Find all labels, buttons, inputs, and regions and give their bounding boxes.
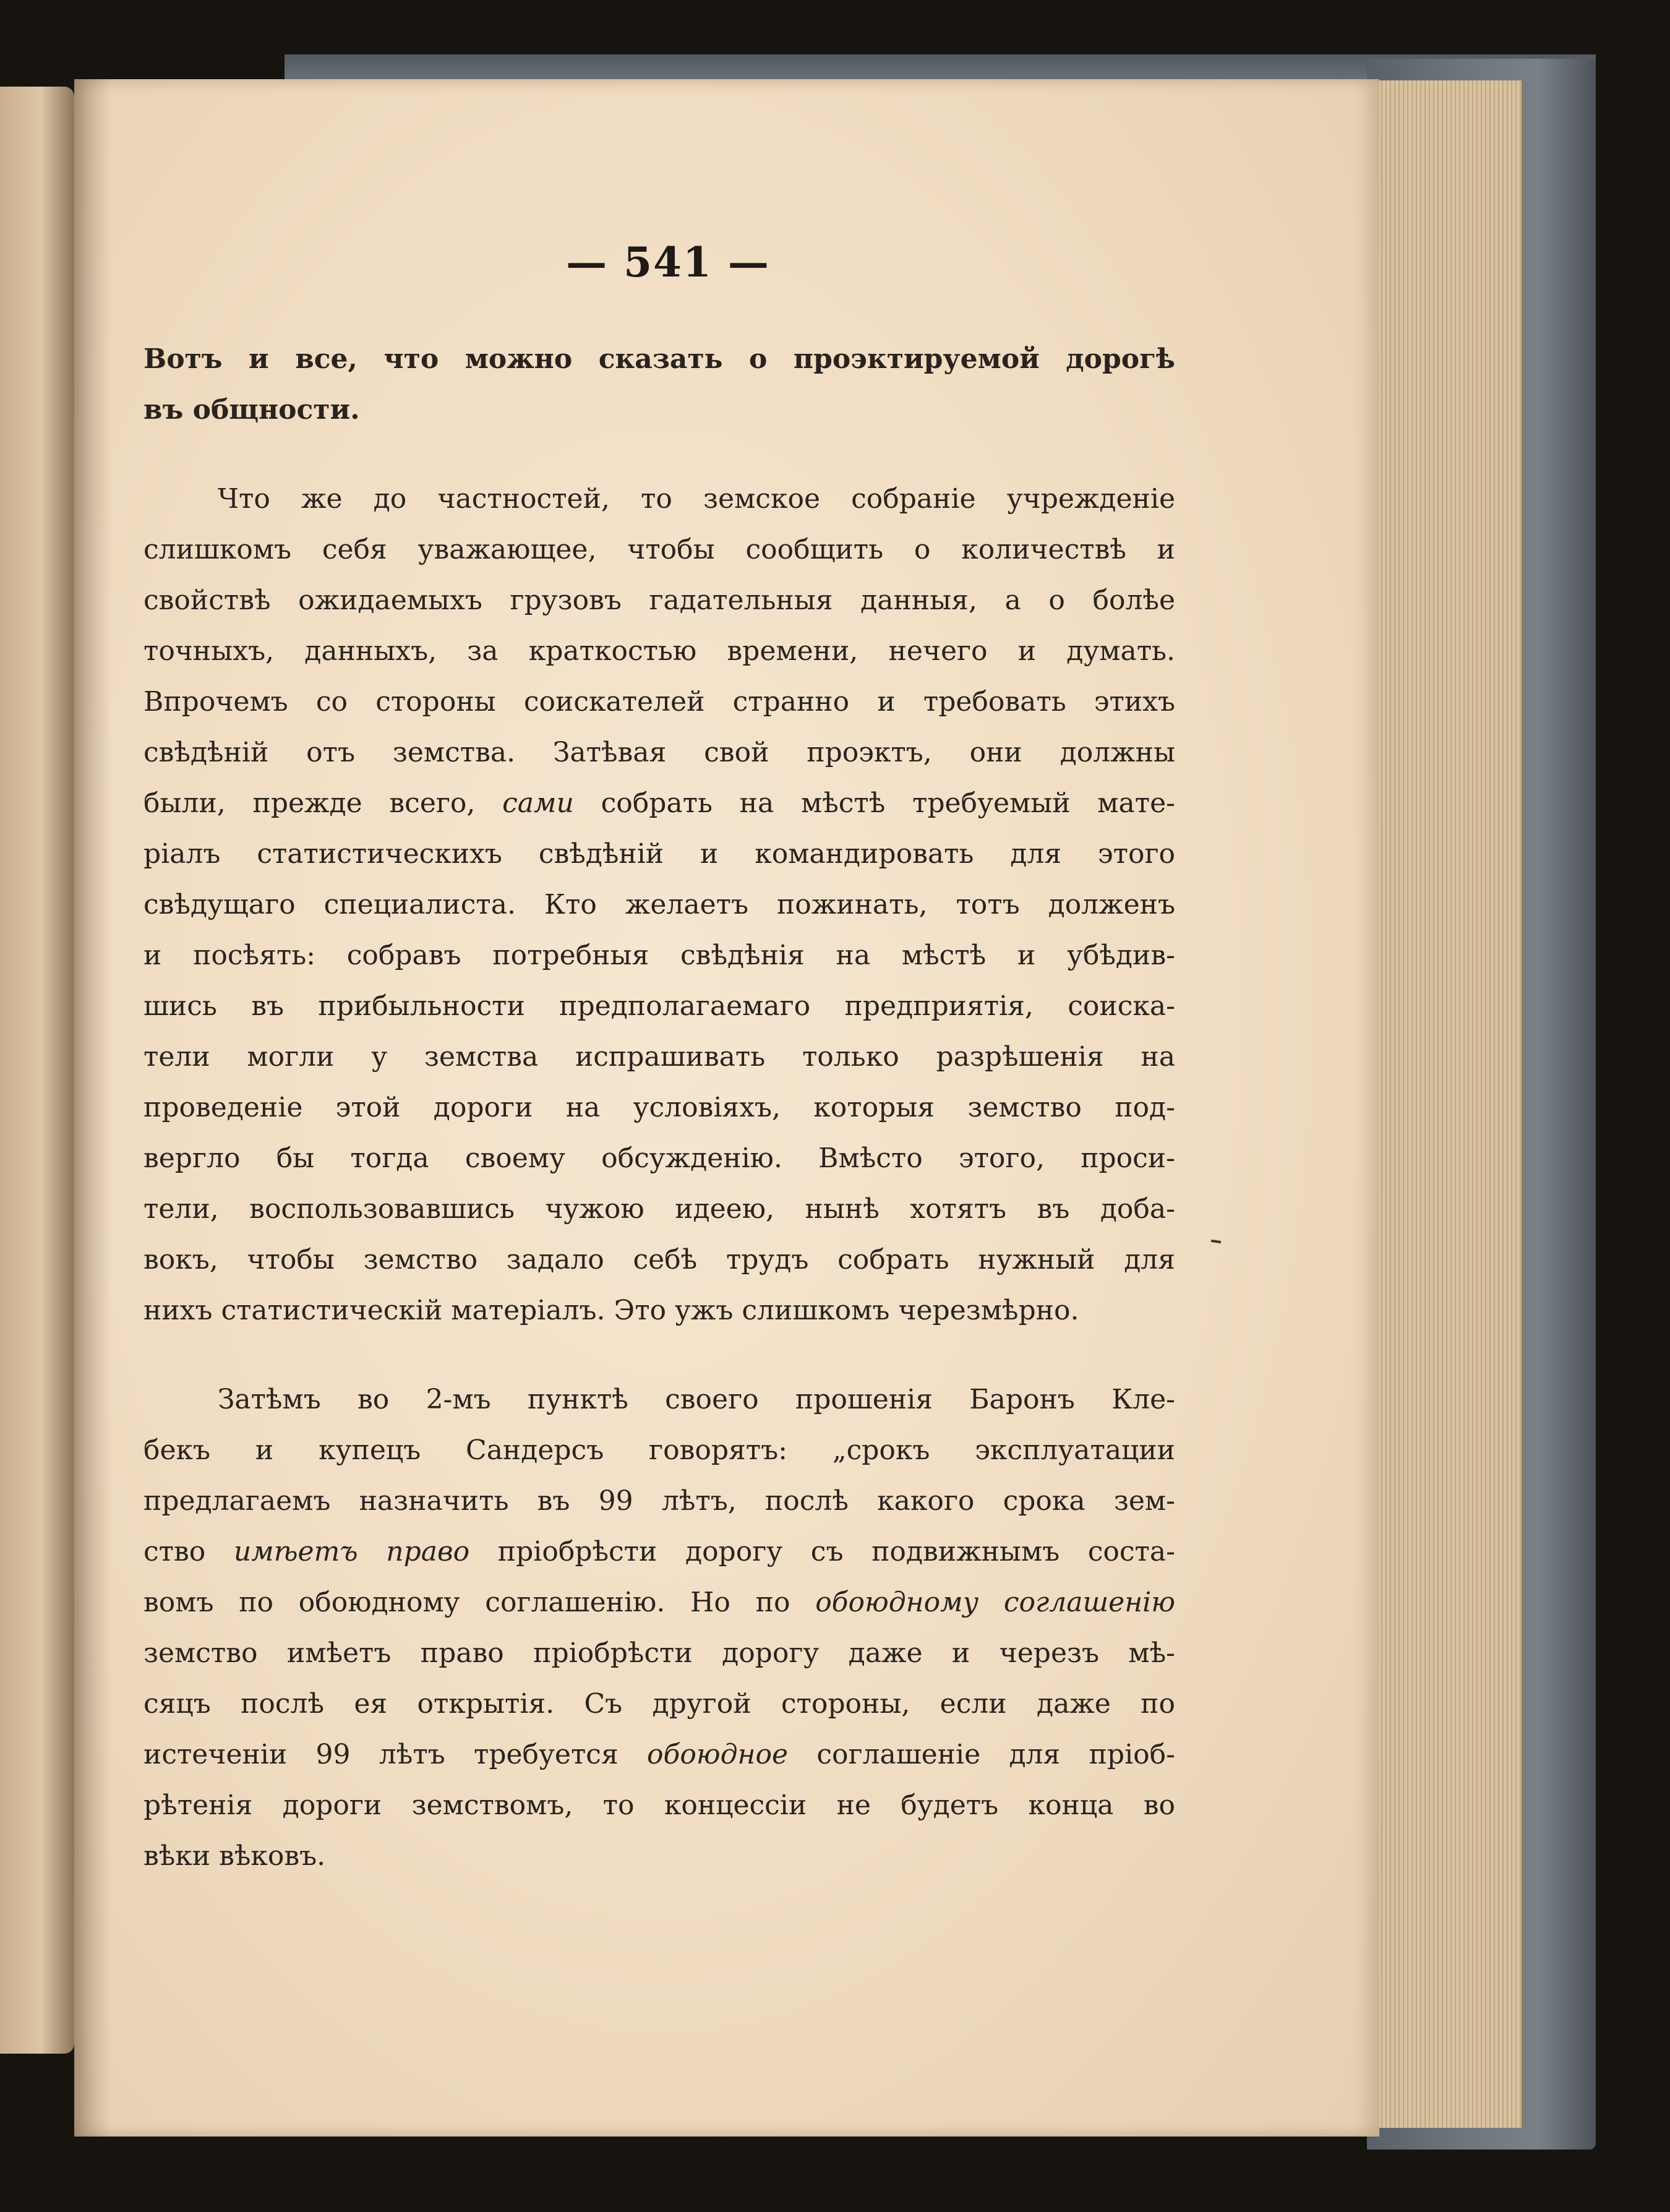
text-line: свѣдущаго специалиста. Кто желаетъ пожинать, тотъ долженъ [143,889,1175,920]
text-line [143,1527,1175,1577]
italic-emphasis: имѣетъ право [233,1536,470,1567]
text-line: тели могли у земства испрашивать только разрѣшенiя на [143,1041,1175,1073]
text-line: бекъ и купецъ Сандерсъ говорятъ: „срокъ эксплуатации [143,1434,1175,1466]
text-run: собрать на мѣстѣ требуемый мате- [573,787,1176,819]
text-line: Затѣмъ во 2-мъ пунктѣ своего прошенiя Баронъ Кле- [218,1384,1175,1415]
text-line: слишкомъ себя уважающее, чтобы сообщить о количествѣ и [143,534,1175,565]
text-line: и посѣять: собравъ потребныя свѣдѣнiя на мѣстѣ и убѣдив- [143,940,1175,971]
text-line [143,1577,1175,1628]
text-line: вѣки вѣковъ. [143,1840,326,1872]
italic-emphasis: обоюдному соглашенiю [815,1587,1175,1618]
text-line [143,1730,1175,1780]
text-line: проведенiе этой дороги на условiяхъ, которыя земство под- [143,1092,1175,1123]
text-run: истеченiи 99 лѣтъ требуется [143,1739,648,1770]
paragraph-2 [143,474,1175,1336]
text-line: въ общности. [143,394,360,426]
page-block-edges [1361,80,1524,2128]
text-line: предлагаемъ назначить въ 99 лѣтъ, послѣ какого срока зем- [143,1485,1175,1517]
text-line: свойствѣ ожидаемыхъ грузовъ гадательныя данныя, а о болѣе [143,585,1175,616]
italic-emphasis: обоюдное [647,1739,789,1770]
text-run: соглашенiе для прiоб- [788,1739,1175,1770]
text-line: нихъ статистическiй матерiалъ. Это ужъ слишкомъ черезмѣрно. [143,1295,1079,1326]
text-line: рѣтенiя дороги земствомъ, то концессiи не будетъ конца во [143,1790,1175,1821]
page-body [143,334,1175,1882]
text-line: шись въ прибыльности предполагаемаго предприятiя, соиска- [143,990,1175,1022]
text-line: тели, воспользовавшись чужою идеею, нынѣ хотятъ въ доба- [143,1193,1175,1225]
facing-page-edge [0,87,74,2054]
paragraph-3 [143,1374,1175,1882]
text-line: рiалъ статистическихъ свѣдѣнiй и командировать для этого [143,838,1175,870]
text-run: ство [143,1536,234,1567]
text-line: Вотъ и все, что можно сказать о проэктируемой дорогѣ [143,343,1175,375]
text-line: свѣдѣнiй отъ земства. Затѣвая свой проэктъ, они должны [143,737,1175,768]
text-line [143,778,1175,829]
text-line: земство имѣетъ право прiобрѣсти дорогу даже и черезъ мѣ- [143,1637,1175,1669]
text-run: вомъ по обоюдному соглашенiю. Но по [143,1587,816,1618]
text-line: сяцъ послѣ ея открытiя. Съ другой стороны, если даже по [143,1688,1175,1720]
text-run: прiобрѣсти дорогу съ подвижнымъ соста- [469,1536,1175,1567]
paragraph-1 [143,334,1175,435]
page-number: — 541 — [566,238,770,286]
text-line: Впрочемъ со стороны соискателей странно и требовать этихъ [143,686,1175,718]
text-line: вергло бы тогда своему обсужденiю. Вмѣсто этого, проси- [143,1142,1175,1174]
text-line: Что же до частностей, то земское собранie учрежденie [218,483,1175,515]
italic-emphasis: сами [502,787,574,819]
text-run: были, прежде всего, [143,787,503,819]
text-line: вокъ, чтобы земство задало себѣ трудъ собрать нужный для [143,1244,1175,1275]
text-line: точныхъ, данныхъ, за краткостью времени, нечего и думать. [143,635,1175,667]
gutter-shadow [74,79,111,2137]
